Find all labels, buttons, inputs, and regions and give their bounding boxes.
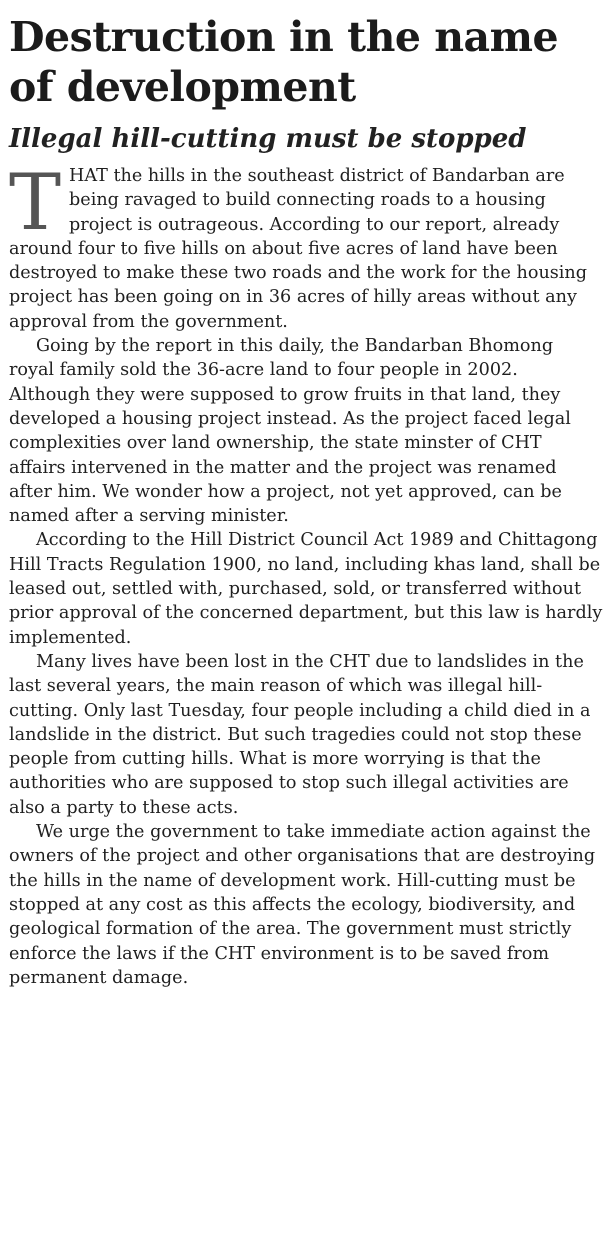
article-body xyxy=(9,158,603,990)
paragraph-2: Going by the report in this daily, the Bandarban Bhomong royal family sold the 36-acre land to four people in 2002. Although they were supposed to grow fruits in that land, they developed a housing project instead. As the project faced legal complexities over land ownership, the state minster of CHT affairs intervened in the matter and the project was renamed after him. We wonder how a project, not yet approved, can be named after a serving minister. xyxy=(9,336,571,527)
paragraph-3: According to the Hill District Council Act 1989 and Chittagong Hill Tracts Regulation 1900, no land, including khas land, shall be leased out, settled with, purchased, sold, or transferred without prior approval of the concerned department, but this law is hardly implemented. xyxy=(9,530,603,648)
paragraph-1-text: HAT the hills in the southeast district of Bandarban are being ravaged to build connecting roads to a housing project is outrageous. According to our report, already around four to five hills on about five acres of land have been destroyed to make these two roads and the work for the housing project has been going on in 36 acres of hilly areas without any approval from the government. xyxy=(9,166,588,332)
article-headline: Destruction in the name of development xyxy=(9,13,559,111)
paragraph-1 xyxy=(9,158,603,334)
paragraph-5: We urge the government to take immediate action against the owners of the project and other organisations that are destroying the hills in the name of development work. Hill-cutting must be stopped at any cost as this affects the ecology, biodiversity, and geological formation of the area. The government must strictly enforce the laws if the CHT environment is to be saved from permanent damage. xyxy=(9,822,596,988)
article-subhead: Illegal hill-cutting must be stopped xyxy=(9,124,527,154)
paragraph-4: Many lives have been lost in the CHT due to landslides in the last several years, the main reason of which was illegal hill-cutting. Only last Tuesday, four people including a child died in a landslide in the district. But such tragedies could not stop these people from cutting hills. What is more worrying is that the authorities who are supposed to stop such illegal activities are also a party to these acts. xyxy=(9,651,591,818)
drop-cap: T xyxy=(9,158,62,248)
